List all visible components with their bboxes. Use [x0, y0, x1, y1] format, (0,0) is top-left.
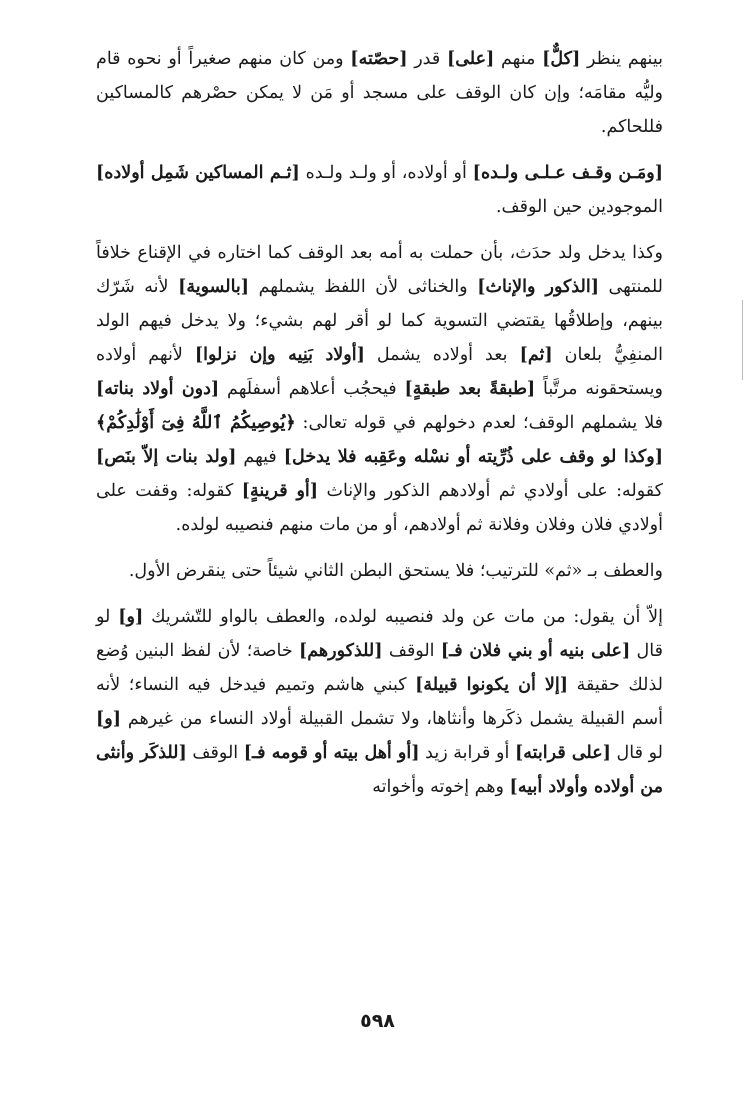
paragraph — [96, 600, 663, 804]
text-run: أو قرابة زيد — [419, 743, 515, 763]
paragraph — [96, 554, 663, 588]
text-run: منهم — [494, 49, 543, 69]
text-run: لأنهم أولاده ويستحقونه مرتَّباً — [96, 345, 664, 399]
text-run: قدر — [407, 49, 447, 69]
text-run: لأنه شَرّك بينهم، وإطلاقُها يقتضي التسوية كما لو أقر لهم بشيء؛ ولا يدخل فيهم الولد المنفِيُّ بلعان — [96, 277, 663, 365]
paragraph — [96, 156, 663, 224]
bold-phrase: [و] — [118, 607, 144, 627]
text-run: الوقف — [186, 743, 244, 763]
text-run: وكذا يدخل ولد حدَث، بأن حملت به أمه بعد الوقف كما اختاره في الإقناع خلافاً للمنتهى — [96, 243, 663, 297]
text-run: والخناثى لأن اللفظ يشملهم — [249, 277, 478, 297]
text-run: فيحجُب أعلاهم أسفلَهم — [219, 379, 405, 399]
bold-phrase: [و] — [96, 709, 122, 729]
bold-phrase: [بالسوية] — [178, 277, 250, 297]
bold-phrase: [الذكور والإناث] — [477, 277, 599, 297]
bold-phrase: [ثم] — [519, 345, 553, 365]
bold-phrase: [أو أهل بيته أو قومه فـ] — [243, 743, 420, 763]
text-run: كبني هاشم وتميم فيدخل فيه النساء؛ لأنه أسم القبيلة يشمل ذكَرها وأنثاها، ولا تشمل القبيلة أولاد النساء من غيرهم — [96, 675, 663, 729]
bold-phrase: [أو قرينةٍ] — [241, 481, 319, 501]
margin-rule — [742, 300, 743, 380]
text-run: بعد أولاده يشمل — [364, 345, 520, 365]
bold-phrase: [ثـم المساكين شَمِل أولاده] — [96, 163, 300, 183]
bold-phrase: [طبقةً بعد طبقةٍ] — [404, 379, 536, 399]
text-run: كقوله: وقفت على أولادي فلان وفلان وفلانة ثم أولادهم، أو من مات منهم فنصيبه لولده. — [96, 481, 663, 535]
text-run: والعطف بـ «ثم» للترتيب؛ فلا يستحق البطن الثاني شيئاً حتى ينقرض الأول. — [128, 561, 663, 581]
text-run: كقوله: على أولادي ثم أولادهم الذكور والإناث — [318, 481, 663, 501]
text-run: ومن كان منهم صغيراً أو نحوه قام وليُّه مقامَه؛ وإن كان الوقف على مسجد أو مَن لا يمكن حصْرهم كالمساكين فللحاكم. — [96, 49, 663, 137]
paragraph — [96, 236, 663, 542]
bold-phrase: [للذكورهم] — [298, 641, 383, 661]
text-run: أو أولاده، أو ولـد ولـده — [299, 163, 473, 183]
bold-phrase: [كلٌّ] — [542, 49, 581, 69]
text-run: لو قال — [610, 743, 663, 763]
text-run: فلا يشملهم الوقف؛ لعدم دخولهم في قوله تعالى: — [295, 413, 663, 433]
bold-phrase: [إلا أن يكونوا قبيلة] — [415, 675, 569, 695]
page-body — [96, 42, 663, 816]
bold-phrase: [على قرابته] — [514, 743, 611, 763]
text-run: فيهم — [236, 447, 284, 467]
bold-phrase: [على] — [446, 49, 495, 69]
text-run: الموجودين حين الوقف. — [495, 197, 663, 217]
paragraph — [96, 42, 663, 144]
bold-phrase: ﴿يُوصِيكُمُ ٱللَّهُ فِىٓ أَوْلَٰدِكُمْ﴾ — [96, 413, 296, 433]
text-run: إلاّ أن يقول: من مات عن ولد فنصيبه لولده، والعطف بالواو للتّشريك — [143, 607, 663, 627]
bold-phrase: [حصّته] — [350, 49, 408, 69]
page-number: ٥٩٨ — [360, 1010, 395, 1032]
bold-phrase: [للذكَر وأنثى من أولاده وأولاد أبيه] — [96, 743, 663, 797]
bold-phrase: [على بنيه أو بني فلان فـ] — [440, 641, 631, 661]
text-run: وهم إخوته وأخواته — [372, 777, 510, 797]
text-run: الوقف — [382, 641, 441, 661]
bold-phrase: [وكذا لو وقف على ذُرِّيته أو نسْله وعَقِبه فلا يدخل] — [283, 447, 663, 467]
bold-phrase: [أولاد بَنِيه وإن نزلوا] — [194, 345, 365, 365]
bold-phrase: [ولد بنات إلاّ بنَص] — [96, 447, 237, 467]
bold-phrase: [دون أولاد بناته] — [96, 379, 220, 399]
text-run: خاصة؛ لأن لفظ البنين وُضع لذلك حقيقة — [96, 641, 663, 695]
bold-phrase: [ومَـن وقـف عـلـى ولـده] — [472, 163, 663, 183]
text-run: بينهم ينظر — [580, 49, 663, 69]
text-run: لو قال — [96, 607, 663, 661]
